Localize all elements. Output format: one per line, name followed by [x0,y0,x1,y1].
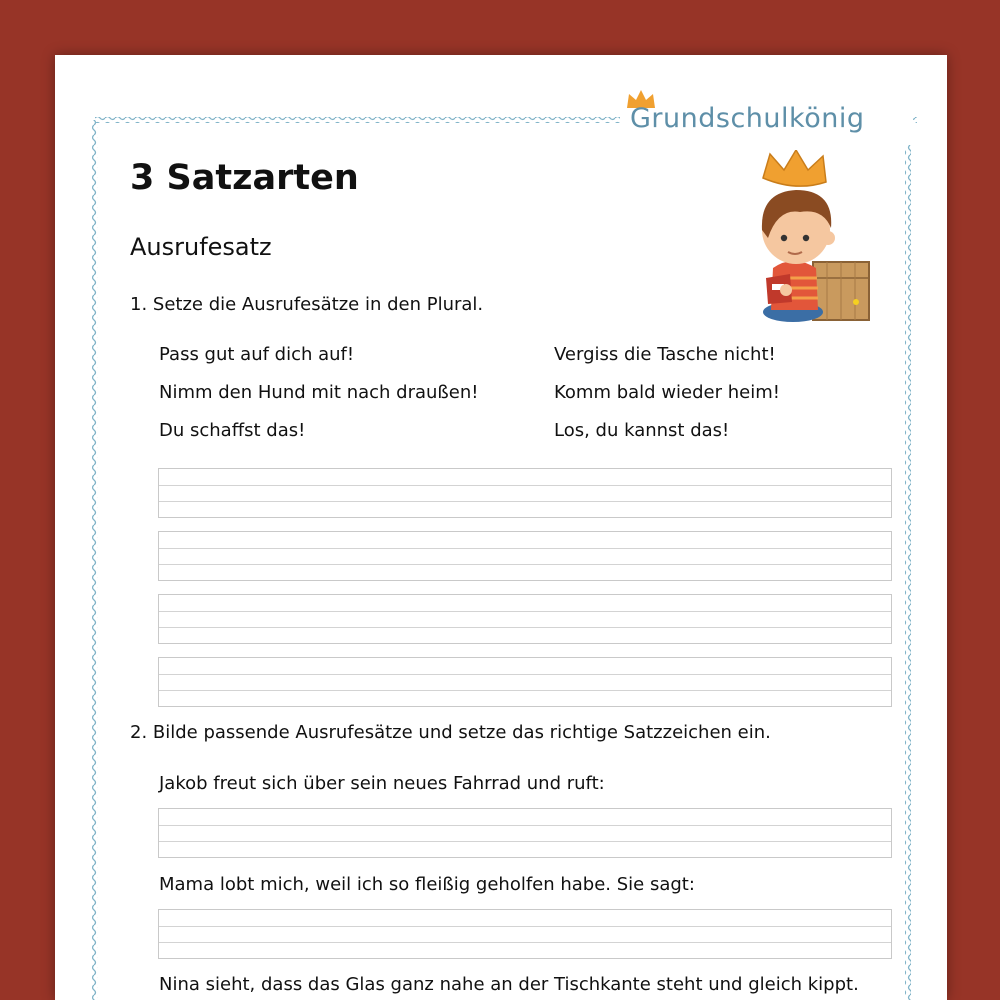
section-subtitle: Ausrufesatz [130,233,272,261]
page-title: 3 Satzarten [130,158,359,198]
brand-logo: Grundschulkönig [630,103,865,134]
sentence-left-3: Du schaffst das! [159,420,306,441]
worksheet-page [55,55,947,1000]
writing-lines[interactable] [158,909,892,959]
writing-lines[interactable] [158,468,892,518]
task-2-instruction: 2. Bilde passende Ausrufesätze und setze das richtige Satzzeichen ein. [130,722,771,743]
writing-lines[interactable] [158,531,892,581]
boy-with-crown-illustration [738,150,878,330]
writing-lines[interactable] [158,594,892,644]
prompt-1: Jakob freut sich über sein neues Fahrrad und ruft: [159,773,605,794]
sentence-left-2: Nimm den Hund mit nach draußen! [159,382,479,403]
sentence-right-2: Komm bald wieder heim! [554,382,780,403]
task-1-instruction: 1. Setze die Ausrufesätze in den Plural. [130,294,484,315]
sentence-right-1: Vergiss die Tasche nicht! [554,344,776,365]
prompt-3: Nina sieht, dass das Glas ganz nahe an der Tischkante steht und gleich kippt. [159,974,859,995]
sentence-right-3: Los, du kannst das! [554,420,730,441]
prompt-2: Mama lobt mich, weil ich so fleißig geholfen habe. Sie sagt: [159,874,695,895]
writing-lines[interactable] [158,808,892,858]
writing-lines[interactable] [158,657,892,707]
sentence-left-1: Pass gut auf dich auf! [159,344,355,365]
